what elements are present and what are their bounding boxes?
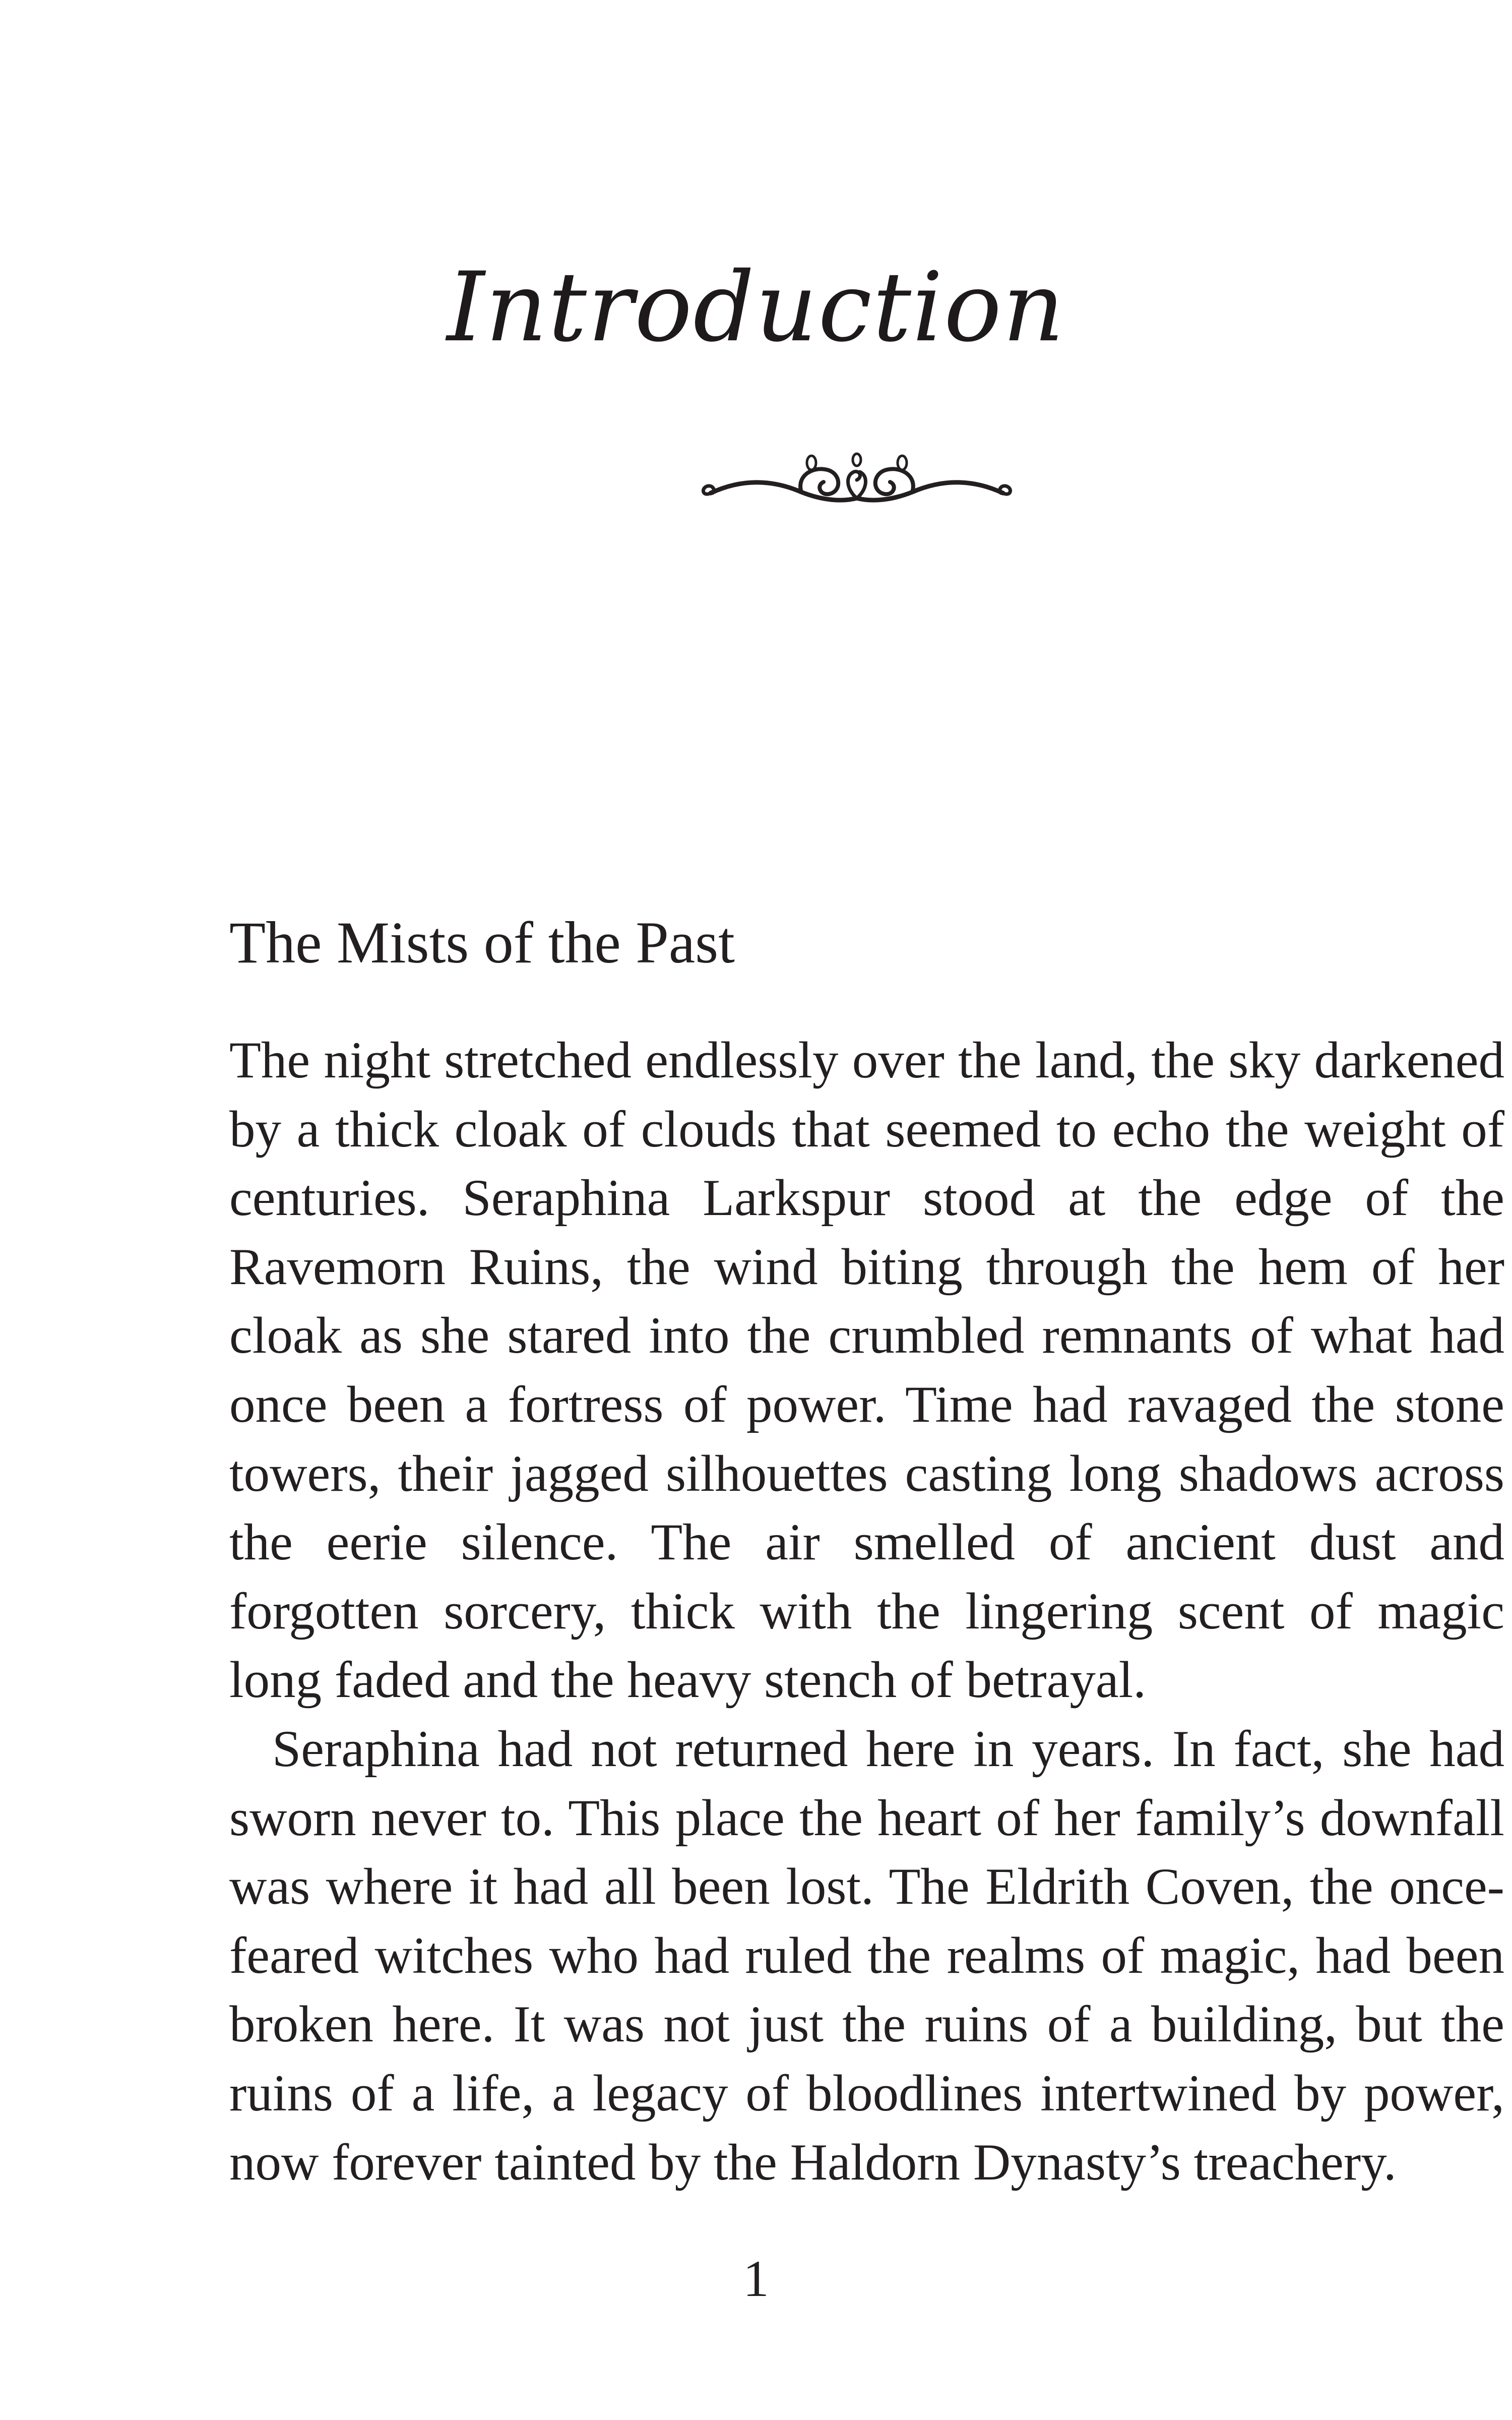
paragraph: The night stretched endlessly over the land, the sky darkened by a thick cloak of clouds that seemed to echo the weight of centuries. Seraphina Larkspur stood at the edge of the Ravemorn Ruins, the wind biting through the hem of her cloak as she stared into the crumbled remnants of what had once been a fortress of power. Time had ravaged the stone towers, their jagged silhouettes casting long shadows across the eerie silence. The air smelled of ancient dust and forgotten sorcery, thick with the lingering scent of magic long faded and the heavy stench of betrayal. xyxy=(229,1032,1504,1709)
body-text xyxy=(229,1026,1504,2197)
chapter-title: Introduction xyxy=(447,252,1065,363)
flourish-divider-icon xyxy=(696,444,1018,524)
paragraph: Seraphina had not returned here in years. In fact, she had sworn never to. This place the heart of her family’s downfall was where it had all been lost. The Eldrith Coven, the once-feared witches who had ruled the realms of magic, had been broken here. It was not just the ruins of a building, but the ruins of a life, a legacy of bloodlines intertwined by power, now forever tainted by the Haldorn Dynasty’s treachery. xyxy=(229,1720,1504,2191)
page-number: 1 xyxy=(743,2250,769,2308)
section-heading: The Mists of the Past xyxy=(229,910,735,976)
